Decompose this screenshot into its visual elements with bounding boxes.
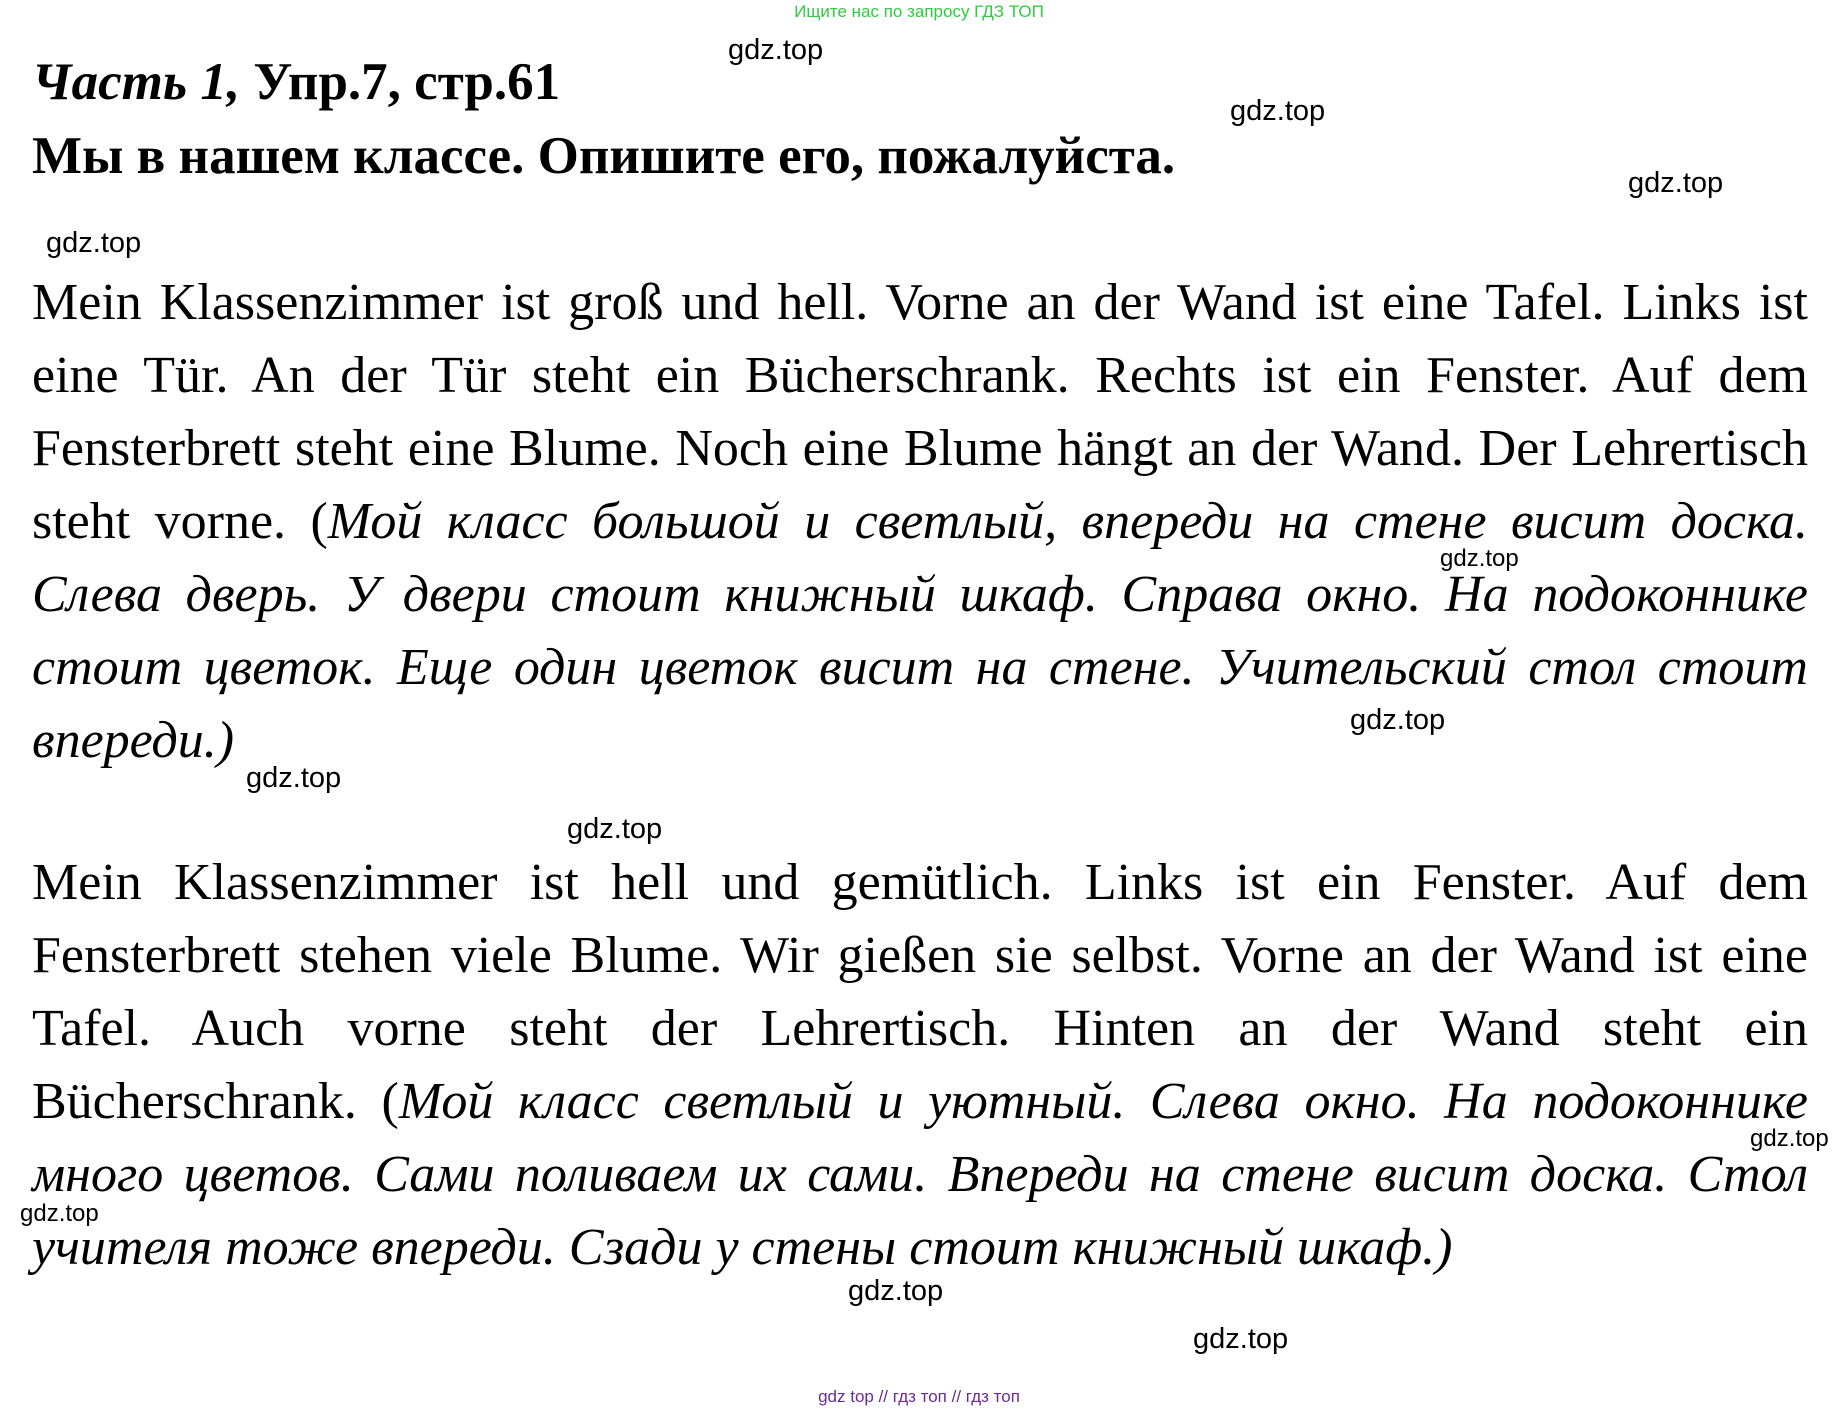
- task-title: Мы в нашем классе. Опишите его, пожалуйста.: [32, 127, 1176, 185]
- heading-part: Часть 1,: [32, 53, 241, 111]
- watermark: gdz.top: [1193, 1323, 1289, 1355]
- exercise-heading: [32, 52, 560, 112]
- watermark: gdz.top: [848, 1275, 944, 1307]
- top-banner: Ищите нас по запросу ГДЗ ТОП: [794, 2, 1044, 21]
- bottom-banner: gdz top // гдз топ // гдз топ: [818, 1387, 1020, 1406]
- watermark: gdz.top: [567, 813, 663, 845]
- heading-reference: Упр.7, стр.61: [240, 53, 561, 111]
- watermark: gdz.top: [1440, 545, 1519, 572]
- watermark: gdz.top: [46, 227, 142, 259]
- answer-paragraph-2: [32, 846, 1808, 1284]
- german-text: Mein Klassenzimmer ist groß und hell. Vorne an der Wand ist eine Tafel. Links ist eine Tür. An der Tür steht ein Bücherschrank. Rechts ist ein Fenster. Auf dem Fensterbrett steht eine Blume. Noch eine Blume hängt an der Wand. Der Lehrertisch steht vorne. (: [32, 274, 1808, 550]
- answer-paragraph-1: [32, 266, 1808, 777]
- watermark: gdz.top: [728, 34, 824, 66]
- watermark: gdz.top: [1230, 95, 1326, 127]
- watermark: gdz.top: [1628, 167, 1724, 199]
- russian-translation: Мой класс большой и светлый, впереди на стене висит доска. Слева дверь. У двери стоит книжный шкаф. Справа окно. На подоконнике стоит цветок. Еще один цветок висит на стене. Учительский стол стоит впереди.): [32, 493, 1808, 769]
- watermark: gdz.top: [246, 762, 342, 794]
- german-text: Mein Klassenzimmer ist hell und gemütlich. Links ist ein Fenster. Auf dem Fensterbrett stehen viele Blume. Wir gießen sie selbst. Vorne an der Wand ist eine Tafel. Auch vorne steht der Lehrertisch. Hinten an der Wand steht ein Bücherschrank. (: [32, 854, 1808, 1130]
- watermark: gdz.top: [1350, 704, 1446, 736]
- russian-translation: Мой класс светлый и уютный. Слева окно. На подоконнике много цветов. Сами поливаем их сами. Впереди на стене висит доска. Стол учителя тоже впереди. Сзади у стены стоит книжный шкаф.): [32, 1073, 1808, 1276]
- watermark: gdz.top: [1750, 1125, 1829, 1152]
- watermark: gdz.top: [20, 1200, 99, 1227]
